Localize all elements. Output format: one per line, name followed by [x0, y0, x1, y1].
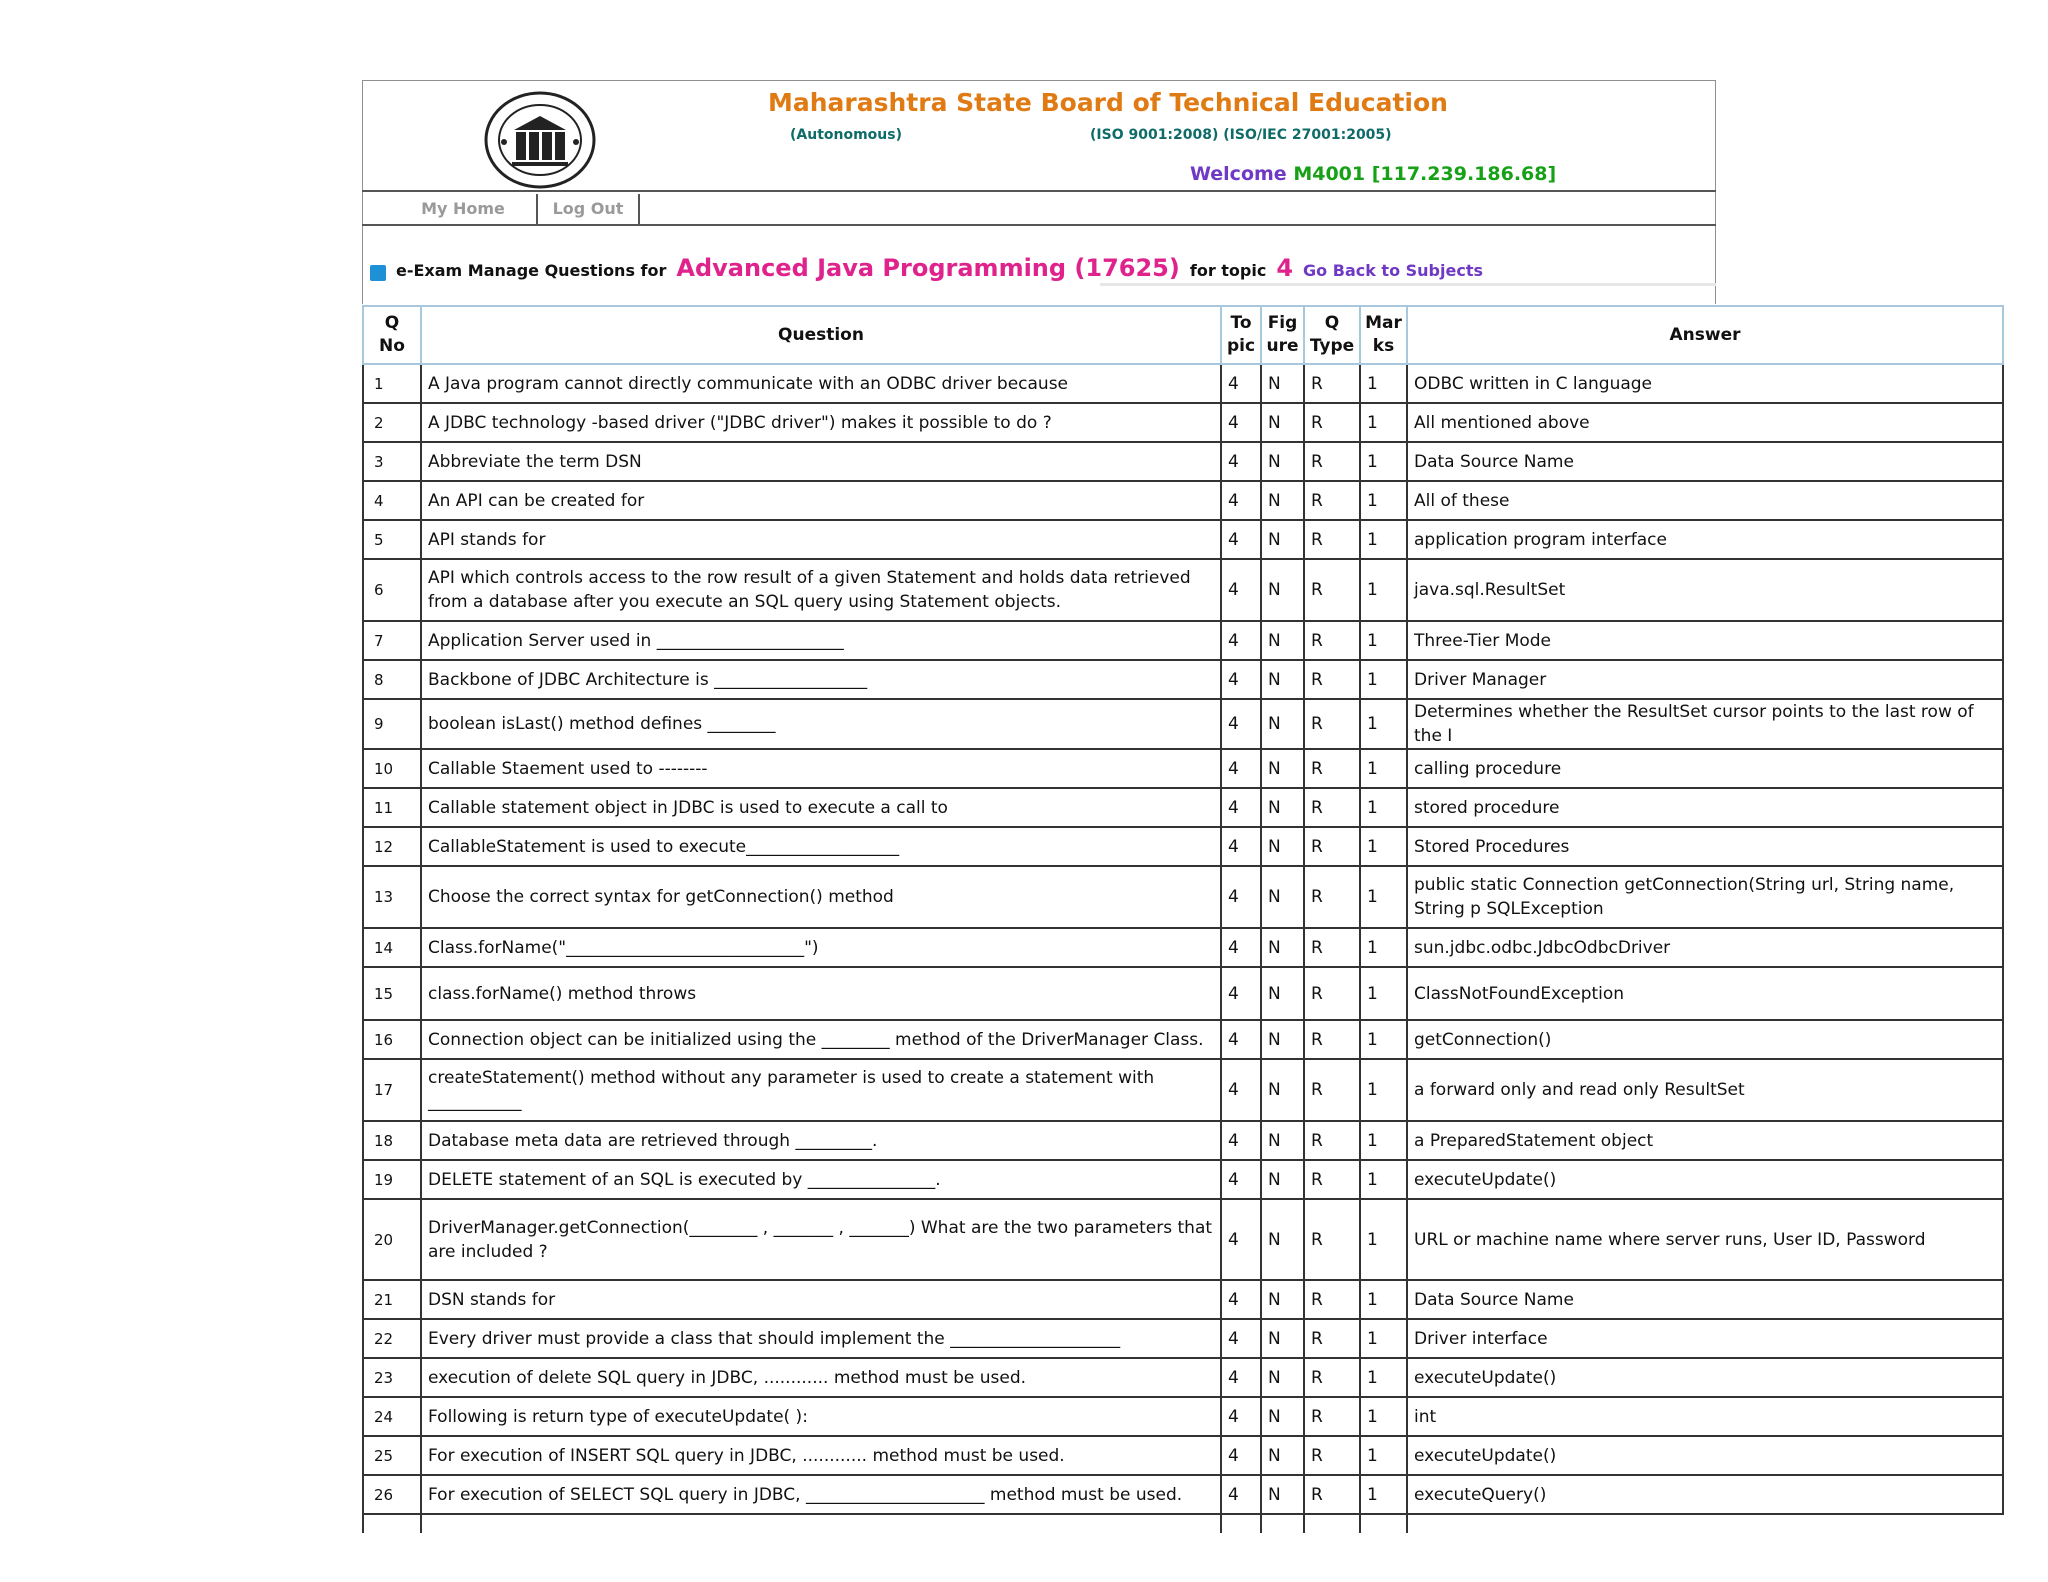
figure-cell: N	[1261, 1020, 1304, 1059]
answer-cell: executeUpdate()	[1407, 1160, 2003, 1199]
question-cell: Following is return type of executeUpdate( ):	[421, 1397, 1221, 1436]
table-row	[363, 1121, 2003, 1160]
marks-cell: 1	[1360, 1475, 1407, 1514]
topic-cell: 4	[1221, 788, 1261, 827]
qno-cell: 12	[363, 827, 421, 866]
table-row	[363, 1436, 2003, 1475]
table-row	[363, 621, 2003, 660]
qtype-cell: R	[1304, 442, 1360, 481]
go-back-link[interactable]: Go Back to Subjects	[1303, 261, 1483, 280]
question-cell: CallableStatement is used to execute__________________	[421, 827, 1221, 866]
figure-cell: N	[1261, 559, 1304, 621]
figure-cell: N	[1261, 1121, 1304, 1160]
marks-cell: 1	[1360, 1059, 1407, 1121]
qno-cell: 22	[363, 1319, 421, 1358]
table-row	[363, 1475, 2003, 1514]
table-row	[363, 1319, 2003, 1358]
welcome-label: Welcome	[1190, 163, 1287, 185]
marks-cell: 1	[1360, 403, 1407, 442]
table-row	[363, 660, 2003, 699]
table-row	[363, 1059, 2003, 1121]
figure-cell: N	[1261, 364, 1304, 403]
qtype-cell: R	[1304, 1020, 1360, 1059]
topic-cell: 4	[1221, 928, 1261, 967]
topic-cell: 4	[1221, 621, 1261, 660]
answer-cell: ODBC written in C language	[1407, 364, 2003, 403]
page-title: Maharashtra State Board of Technical Education	[768, 88, 1448, 117]
question-cell: Database meta data are retrieved through _________.	[421, 1121, 1221, 1160]
answer-cell: a PreparedStatement object	[1407, 1121, 2003, 1160]
table-row	[363, 749, 2003, 788]
topic-cell: 4	[1221, 967, 1261, 1020]
answer-cell: All mentioned above	[1407, 403, 2003, 442]
topic-cell: 4	[1221, 699, 1261, 749]
figure-cell: N	[1261, 1436, 1304, 1475]
qno-cell: 10	[363, 749, 421, 788]
marks-cell: 1	[1360, 967, 1407, 1020]
col-marks: Mar ks	[1360, 306, 1407, 364]
answer-cell: stored procedure	[1407, 788, 2003, 827]
answer-cell: java.sql.ResultSet	[1407, 559, 2003, 621]
table-row	[363, 928, 2003, 967]
answer-cell: Data Source Name	[1407, 442, 2003, 481]
marks-cell: 1	[1360, 699, 1407, 749]
figure-cell: N	[1261, 403, 1304, 442]
marks-cell: 1	[1360, 1319, 1407, 1358]
figure-cell: N	[1261, 827, 1304, 866]
answer-cell: Driver interface	[1407, 1319, 2003, 1358]
answer-cell: ClassNotFoundException	[1407, 967, 2003, 1020]
marks-cell: 1	[1360, 559, 1407, 621]
figure-cell: N	[1261, 1397, 1304, 1436]
marks-cell: 1	[1360, 621, 1407, 660]
table-continuation	[362, 1513, 2002, 1533]
figure-cell: N	[1261, 699, 1304, 749]
qno-cell: 23	[363, 1358, 421, 1397]
topic-cell: 4	[1221, 1358, 1261, 1397]
figure-cell: N	[1261, 621, 1304, 660]
marks-cell: 1	[1360, 788, 1407, 827]
table-row	[363, 442, 2003, 481]
figure-cell: N	[1261, 1280, 1304, 1319]
qno-cell: 3	[363, 442, 421, 481]
marks-cell: 1	[1360, 1358, 1407, 1397]
qtype-cell: R	[1304, 866, 1360, 928]
qno-cell: 18	[363, 1121, 421, 1160]
question-cell: DELETE statement of an SQL is executed by _______________.	[421, 1160, 1221, 1199]
figure-cell: N	[1261, 1160, 1304, 1199]
qno-cell: 1	[363, 364, 421, 403]
marks-cell: 1	[1360, 481, 1407, 520]
col-qno: Q No	[363, 306, 421, 364]
marks-cell: 1	[1360, 827, 1407, 866]
questions-table	[362, 305, 2004, 1515]
marks-cell: 1	[1360, 442, 1407, 481]
table-row	[363, 481, 2003, 520]
topic-cell: 4	[1221, 866, 1261, 928]
heading-prefix: e-Exam Manage Questions for	[396, 261, 667, 280]
question-cell: DriverManager.getConnection(________ , _______ , _______) What are the two parameters that are included ?	[421, 1199, 1221, 1280]
topic-cell: 4	[1221, 1397, 1261, 1436]
question-cell: For execution of INSERT SQL query in JDBC, ............ method must be used.	[421, 1436, 1221, 1475]
qtype-cell: R	[1304, 621, 1360, 660]
figure-cell: N	[1261, 442, 1304, 481]
question-cell: Class.forName("____________________________")	[421, 928, 1221, 967]
table-row	[363, 520, 2003, 559]
qtype-cell: R	[1304, 559, 1360, 621]
marks-cell: 1	[1360, 1121, 1407, 1160]
arrow-icon	[370, 265, 386, 281]
qtype-cell: R	[1304, 481, 1360, 520]
topic-cell: 4	[1221, 442, 1261, 481]
qno-cell: 8	[363, 660, 421, 699]
question-cell: An API can be created for	[421, 481, 1221, 520]
subject-name: Advanced Java Programming (17625)	[676, 254, 1180, 282]
answer-cell: a forward only and read only ResultSet	[1407, 1059, 2003, 1121]
answer-cell: executeUpdate()	[1407, 1358, 2003, 1397]
figure-cell: N	[1261, 1059, 1304, 1121]
continuation-lines	[362, 1513, 2002, 1533]
qno-cell: 20	[363, 1199, 421, 1280]
marks-cell: 1	[1360, 1397, 1407, 1436]
figure-cell: N	[1261, 481, 1304, 520]
question-cell: DSN stands for	[421, 1280, 1221, 1319]
figure-cell: N	[1261, 866, 1304, 928]
figure-cell: N	[1261, 1475, 1304, 1514]
answer-cell: executeUpdate()	[1407, 1436, 2003, 1475]
table-row	[363, 1199, 2003, 1280]
table-row	[363, 967, 2003, 1020]
marks-cell: 1	[1360, 1160, 1407, 1199]
col-qtype: Q Type	[1304, 306, 1360, 364]
figure-cell: N	[1261, 788, 1304, 827]
qno-cell: 7	[363, 621, 421, 660]
qtype-cell: R	[1304, 660, 1360, 699]
logout-button[interactable]: Log Out	[538, 194, 640, 224]
question-cell: createStatement() method without any parameter is used to create a statement with ___________	[421, 1059, 1221, 1121]
qtype-cell: R	[1304, 364, 1360, 403]
question-cell: Backbone of JDBC Architecture is __________________	[421, 660, 1221, 699]
qno-cell: 25	[363, 1436, 421, 1475]
qtype-cell: R	[1304, 1475, 1360, 1514]
qtype-cell: R	[1304, 1436, 1360, 1475]
qno-cell: 9	[363, 699, 421, 749]
marks-cell: 1	[1360, 1199, 1407, 1280]
topic-cell: 4	[1221, 1319, 1261, 1358]
topic-cell: 4	[1221, 364, 1261, 403]
figure-cell: N	[1261, 928, 1304, 967]
table-row	[363, 827, 2003, 866]
qtype-cell: R	[1304, 1280, 1360, 1319]
qno-cell: 26	[363, 1475, 421, 1514]
topic-cell: 4	[1221, 1160, 1261, 1199]
topic-number: 4	[1276, 254, 1294, 282]
figure-cell: N	[1261, 1358, 1304, 1397]
topic-cell: 4	[1221, 520, 1261, 559]
question-cell: Application Server used in ______________________	[421, 621, 1221, 660]
topic-cell: 4	[1221, 481, 1261, 520]
question-cell: boolean isLast() method defines ________	[421, 699, 1221, 749]
question-cell: class.forName() method throws	[421, 967, 1221, 1020]
col-figure: Fig ure	[1261, 306, 1304, 364]
table-row	[363, 1358, 2003, 1397]
msbte-logo-icon	[484, 90, 596, 190]
answer-cell: calling procedure	[1407, 749, 2003, 788]
qtype-cell: R	[1304, 749, 1360, 788]
answer-cell: int	[1407, 1397, 2003, 1436]
divider	[1100, 283, 1716, 286]
table-row	[363, 1160, 2003, 1199]
col-answer: Answer	[1407, 306, 2003, 364]
question-cell: Abbreviate the term DSN	[421, 442, 1221, 481]
answer-cell: All of these	[1407, 481, 2003, 520]
topic-cell: 4	[1221, 1020, 1261, 1059]
qtype-cell: R	[1304, 967, 1360, 1020]
topic-cell: 4	[1221, 827, 1261, 866]
qno-cell: 14	[363, 928, 421, 967]
autonomous-label: (Autonomous)	[790, 127, 902, 143]
answer-cell: Stored Procedures	[1407, 827, 2003, 866]
qtype-cell: R	[1304, 928, 1360, 967]
answer-cell: URL or machine name where server runs, User ID, Password	[1407, 1199, 2003, 1280]
topic-cell: 4	[1221, 1280, 1261, 1319]
qno-cell: 24	[363, 1397, 421, 1436]
figure-cell: N	[1261, 1199, 1304, 1280]
iso-label: (ISO 9001:2008) (ISO/IEC 27001:2005)	[1090, 127, 1392, 143]
marks-cell: 1	[1360, 749, 1407, 788]
marks-cell: 1	[1360, 1020, 1407, 1059]
qno-cell: 5	[363, 520, 421, 559]
qno-cell: 19	[363, 1160, 421, 1199]
qtype-cell: R	[1304, 1358, 1360, 1397]
answer-cell: application program interface	[1407, 520, 2003, 559]
qno-cell: 6	[363, 559, 421, 621]
question-cell: Callable Staement used to --------	[421, 749, 1221, 788]
topic-cell: 4	[1221, 403, 1261, 442]
qtype-cell: R	[1304, 1160, 1360, 1199]
qno-cell: 4	[363, 481, 421, 520]
answer-cell: executeQuery()	[1407, 1475, 2003, 1514]
user-info: M4001 [117.239.186.68]	[1293, 163, 1557, 185]
qno-cell: 2	[363, 403, 421, 442]
marks-cell: 1	[1360, 364, 1407, 403]
answer-cell: Determines whether the ResultSet cursor points to the last row of the I	[1407, 699, 2003, 749]
marks-cell: 1	[1360, 520, 1407, 559]
qtype-cell: R	[1304, 403, 1360, 442]
marks-cell: 1	[1360, 660, 1407, 699]
topic-cell: 4	[1221, 1436, 1261, 1475]
qno-cell: 17	[363, 1059, 421, 1121]
qno-cell: 11	[363, 788, 421, 827]
topic-cell: 4	[1221, 1475, 1261, 1514]
my-home-button[interactable]: My Home	[390, 194, 538, 224]
question-cell: Callable statement object in JDBC is used to execute a call to	[421, 788, 1221, 827]
question-cell: Connection object can be initialized using the ________ method of the DriverManager Class.	[421, 1020, 1221, 1059]
qno-cell: 13	[363, 866, 421, 928]
table-row	[363, 866, 2003, 928]
qtype-cell: R	[1304, 1121, 1360, 1160]
marks-cell: 1	[1360, 928, 1407, 967]
question-cell: A Java program cannot directly communicate with an ODBC driver because	[421, 364, 1221, 403]
question-cell: A JDBC technology -based driver ("JDBC driver") makes it possible to do ?	[421, 403, 1221, 442]
topic-label: for topic	[1189, 261, 1267, 280]
topic-cell: 4	[1221, 1199, 1261, 1280]
answer-cell: Data Source Name	[1407, 1280, 2003, 1319]
answer-cell: getConnection()	[1407, 1020, 2003, 1059]
topic-cell: 4	[1221, 660, 1261, 699]
question-cell: execution of delete SQL query in JDBC, ............ method must be used.	[421, 1358, 1221, 1397]
qtype-cell: R	[1304, 1059, 1360, 1121]
marks-cell: 1	[1360, 1436, 1407, 1475]
col-topic: To pic	[1221, 306, 1261, 364]
table-row	[363, 788, 2003, 827]
figure-cell: N	[1261, 1319, 1304, 1358]
marks-cell: 1	[1360, 1280, 1407, 1319]
qno-cell: 15	[363, 967, 421, 1020]
nav-bar	[362, 190, 1716, 226]
table-row	[363, 364, 2003, 403]
topic-cell: 4	[1221, 1059, 1261, 1121]
table-row	[363, 699, 2003, 749]
topic-cell: 4	[1221, 1121, 1261, 1160]
table-row	[363, 403, 2003, 442]
answer-cell: public static Connection getConnection(String url, String name, String p SQLException	[1407, 866, 2003, 928]
topic-cell: 4	[1221, 559, 1261, 621]
question-cell: API which controls access to the row result of a given Statement and holds data retrieved from a database after you execute an SQL query using Statement objects.	[421, 559, 1221, 621]
qtype-cell: R	[1304, 788, 1360, 827]
answer-cell: sun.jdbc.odbc.JdbcOdbcDriver	[1407, 928, 2003, 967]
topic-cell: 4	[1221, 749, 1261, 788]
marks-cell: 1	[1360, 866, 1407, 928]
answer-cell: Three-Tier Mode	[1407, 621, 2003, 660]
figure-cell: N	[1261, 967, 1304, 1020]
question-cell: API stands for	[421, 520, 1221, 559]
table-row	[363, 1020, 2003, 1059]
figure-cell: N	[1261, 749, 1304, 788]
col-question: Question	[421, 306, 1221, 364]
table-row	[363, 559, 2003, 621]
table-header-row	[363, 306, 2003, 364]
qno-cell: 21	[363, 1280, 421, 1319]
welcome-text	[1190, 163, 1556, 185]
answer-cell: Driver Manager	[1407, 660, 2003, 699]
qtype-cell: R	[1304, 699, 1360, 749]
qtype-cell: R	[1304, 520, 1360, 559]
figure-cell: N	[1261, 520, 1304, 559]
qtype-cell: R	[1304, 827, 1360, 866]
figure-cell: N	[1261, 660, 1304, 699]
qtype-cell: R	[1304, 1319, 1360, 1358]
table-row	[363, 1280, 2003, 1319]
table-row	[363, 1397, 2003, 1436]
qtype-cell: R	[1304, 1199, 1360, 1280]
qno-cell: 16	[363, 1020, 421, 1059]
qtype-cell: R	[1304, 1397, 1360, 1436]
question-cell: Choose the correct syntax for getConnection() method	[421, 866, 1221, 928]
question-cell: Every driver must provide a class that should implement the ____________________	[421, 1319, 1221, 1358]
question-cell: For execution of SELECT SQL query in JDBC, _____________________ method must be used.	[421, 1475, 1221, 1514]
